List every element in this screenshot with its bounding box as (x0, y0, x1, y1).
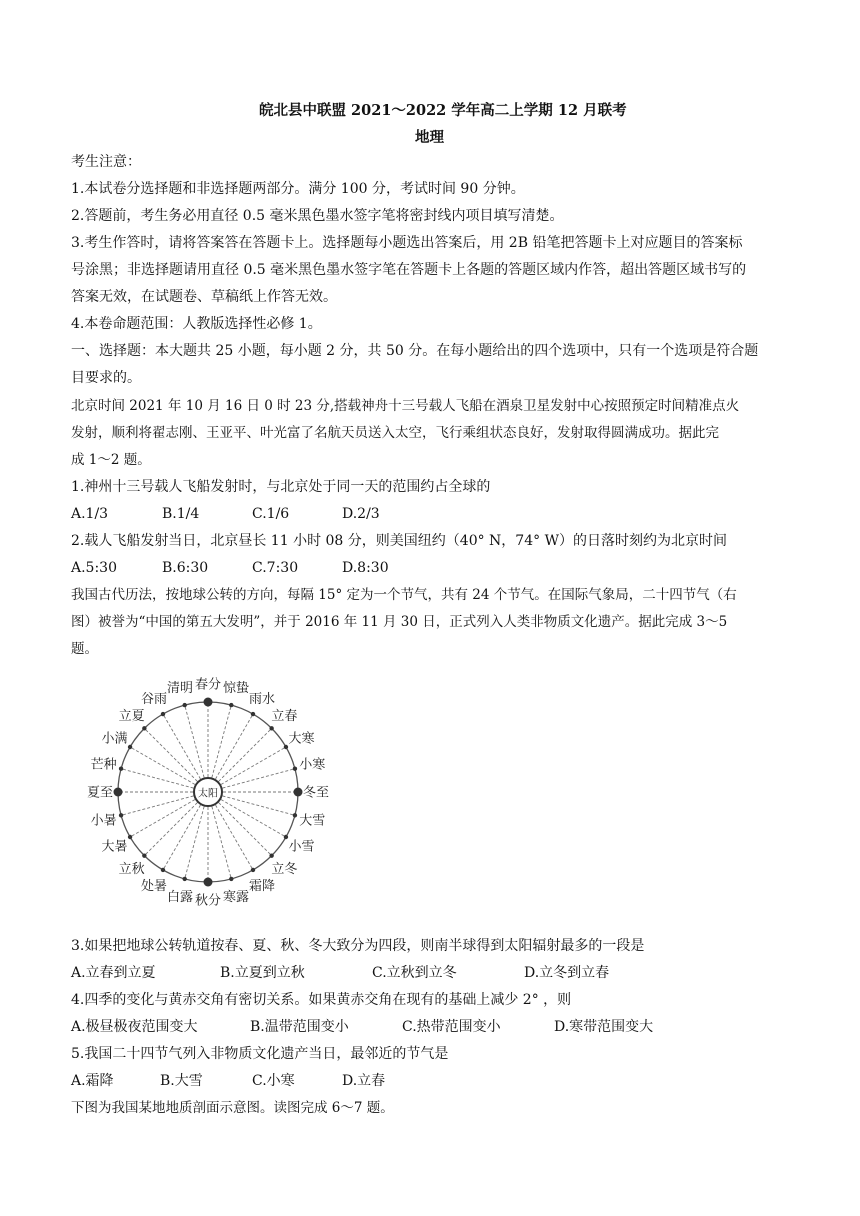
earth-position-dot (142, 726, 146, 730)
earth-orbit (87, 678, 329, 909)
option-a: A.5:30 (71, 560, 117, 576)
solar-term-label: 处暑 (140, 879, 168, 895)
option-d: D.立春 (342, 1073, 386, 1089)
earth-position-dot (294, 788, 303, 797)
earth-position-dot (128, 745, 132, 749)
option-d: D.立冬到立春 (524, 965, 610, 981)
solar-term-label: 芒种 (90, 757, 117, 773)
passage-text: 北京时间 2021 年 10 月 16 日 0 时 23 分,搭载神舟十三号载人飞船在酒泉卫星发射中心按照预定时间精准点火 (71, 398, 740, 414)
option-d: D.2/3 (342, 506, 380, 522)
earth-position-dot (284, 835, 288, 839)
earth-position-dot (293, 813, 297, 817)
option-b: B.大雪 (160, 1073, 203, 1089)
notice-item: 3.考生作答时，请将答案答在答题卡上。选择题每小题选出答案后，用 2B 铅笔把答题卡上对应题目的答案标 (71, 235, 743, 251)
option-c: C.7:30 (252, 560, 299, 576)
option-c: C.热带范围变小 (402, 1019, 501, 1035)
solar-term-label: 立春 (271, 709, 298, 725)
solar-term-label: 夏至 (86, 785, 114, 801)
earth-position-dot (269, 726, 273, 730)
earth-position-dot (204, 878, 213, 887)
solar-term-label: 大暑 (101, 839, 128, 855)
exam-title: 皖北县中联盟 2021～2022 学年高二上学期 12 月联考 (259, 102, 627, 119)
option-a: A.1/3 (71, 506, 109, 522)
earth-position-dot (161, 712, 165, 716)
solar-term-label: 春分 (194, 677, 222, 693)
passage-text: 下图为我国某地地质剖面示意图。读图完成 6～7 题。 (71, 1100, 394, 1116)
solar-term-label: 冬至 (302, 785, 330, 801)
option-b: B.1/4 (162, 506, 200, 522)
earth-position-dot (119, 813, 123, 817)
question-stem: 3.如果把地球公转轨道按春、夏、秋、冬大致分为四段，则南半球得到太阳辐射最多的一段是 (71, 938, 645, 954)
section-intro: 目要求的。 (71, 370, 141, 386)
notice-item: 2.答题前，考生务必用直径 0.5 毫米黑色墨水签字笔将密封线内项目填写清楚。 (71, 208, 564, 224)
solar-term-label: 寒露 (222, 889, 249, 905)
notice-item: 1.本试卷分选择题和非选择题两部分。满分 100 分，考试时间 90 分钟。 (71, 181, 525, 197)
passage-text: 发射，顺利将翟志刚、王亚平、叶光富了名航天员送入太空，飞行乘组状态良好，发射取得圆满成功。据此完 (71, 425, 719, 441)
earth-position-dot (128, 835, 132, 839)
earth-position-dot (142, 853, 146, 857)
earth-position-dot (229, 703, 233, 707)
earth-position-dot (161, 868, 165, 872)
option-a: A.霜降 (71, 1073, 114, 1089)
earth-position-dot (284, 745, 288, 749)
solar-term-label: 大寒 (288, 731, 315, 747)
option-c: C.1/6 (252, 506, 290, 522)
solar-terms-diagram (76, 668, 356, 920)
question-stem: 1.神州十三号载人飞船发射时，与北京处于同一天的范围约占全球的 (71, 479, 491, 495)
earth-position-dot (229, 877, 233, 881)
earth-position-dot (251, 868, 255, 872)
notice-item: 答案无效，在试题卷、草稿纸上作答无效。 (71, 289, 337, 305)
passage-text: 图）被誉为“中国的第五大发明”，并于 2016 年 11 月 30 日，正式列入人类非物质文化遗产。据此完成 3～5 (71, 614, 728, 630)
passage-text: 我国古代历法，按地球公转的方向，每隔 15° 定为一个节气，共有 24 个节气。在国际气象局，二十四节气（右 (71, 587, 737, 603)
solar-term-label: 立冬 (271, 861, 298, 877)
option-d: D.寒带范围变大 (554, 1019, 654, 1035)
earth-position-dot (114, 788, 123, 797)
option-c: C.小寒 (252, 1073, 295, 1089)
solar-term-label: 小暑 (90, 813, 117, 829)
solar-term-label: 大雪 (299, 813, 326, 829)
option-a: A.极昼极夜范围变大 (71, 1019, 198, 1035)
earth-position-dot (293, 767, 297, 771)
earth-position-dot (183, 877, 187, 881)
option-d: D.8:30 (342, 560, 389, 576)
solar-term-label: 霜降 (248, 879, 276, 895)
earth-position-dot (251, 712, 255, 716)
question-stem: 2.载人飞船发射当日，北京昼长 11 小时 08 分，则美国纽约（40° N，74° W）的日落时刻约为北京时间 (71, 533, 727, 549)
option-b: B.6:30 (162, 560, 209, 576)
option-b: B.立夏到立秋 (220, 965, 305, 981)
solar-term-label: 谷雨 (140, 691, 168, 707)
option-a: A.立春到立夏 (71, 965, 156, 981)
solar-term-label: 小寒 (299, 757, 326, 773)
question-stem: 5.我国二十四节气列入非物质文化遗产当日，最邻近的节气是 (71, 1046, 449, 1062)
solar-term-label: 惊蛰 (222, 681, 249, 697)
question-stem: 4.四季的变化与黄赤交角有密切关系。如果黄赤交角在现有的基础上减少 2° ，则 (71, 992, 572, 1008)
notice-heading: 考生注意： (71, 154, 141, 170)
solar-term-label: 立秋 (118, 861, 145, 877)
earth-position-dot (119, 767, 123, 771)
solar-term-label: 秋分 (194, 893, 222, 909)
solar-term-label: 雨水 (248, 691, 276, 707)
passage-text: 成 1～2 题。 (71, 452, 151, 468)
option-c: C.立秋到立冬 (372, 965, 457, 981)
notice-item: 号涂黑；非选择题请用直径 0.5 毫米黑色墨水签字笔在答题卡上各题的答题区域内作答，超出答题区域书写的 (71, 262, 747, 278)
passage-text: 题。 (71, 641, 98, 657)
solar-term-label: 清明 (167, 681, 194, 697)
solar-term-label: 立夏 (118, 709, 145, 725)
earth-position-dot (269, 853, 273, 857)
earth-position-dot (204, 698, 213, 707)
solar-term-label: 小满 (101, 731, 128, 747)
sun-label: 太阳 (198, 788, 218, 800)
section-intro: 一、选择题：本大题共 25 小题，每小题 2 分，共 50 分。在每小题给出的四个选项中，只有一个选项是符合题 (71, 343, 759, 359)
option-b: B.温带范围变小 (250, 1019, 349, 1035)
subject-title: 地理 (415, 129, 444, 146)
notice-item: 4.本卷命题范围：人教版选择性必修 1。 (71, 316, 322, 332)
earth-position-dot (183, 703, 187, 707)
solar-term-label: 小雪 (288, 839, 315, 855)
solar-term-label: 白露 (167, 889, 194, 905)
